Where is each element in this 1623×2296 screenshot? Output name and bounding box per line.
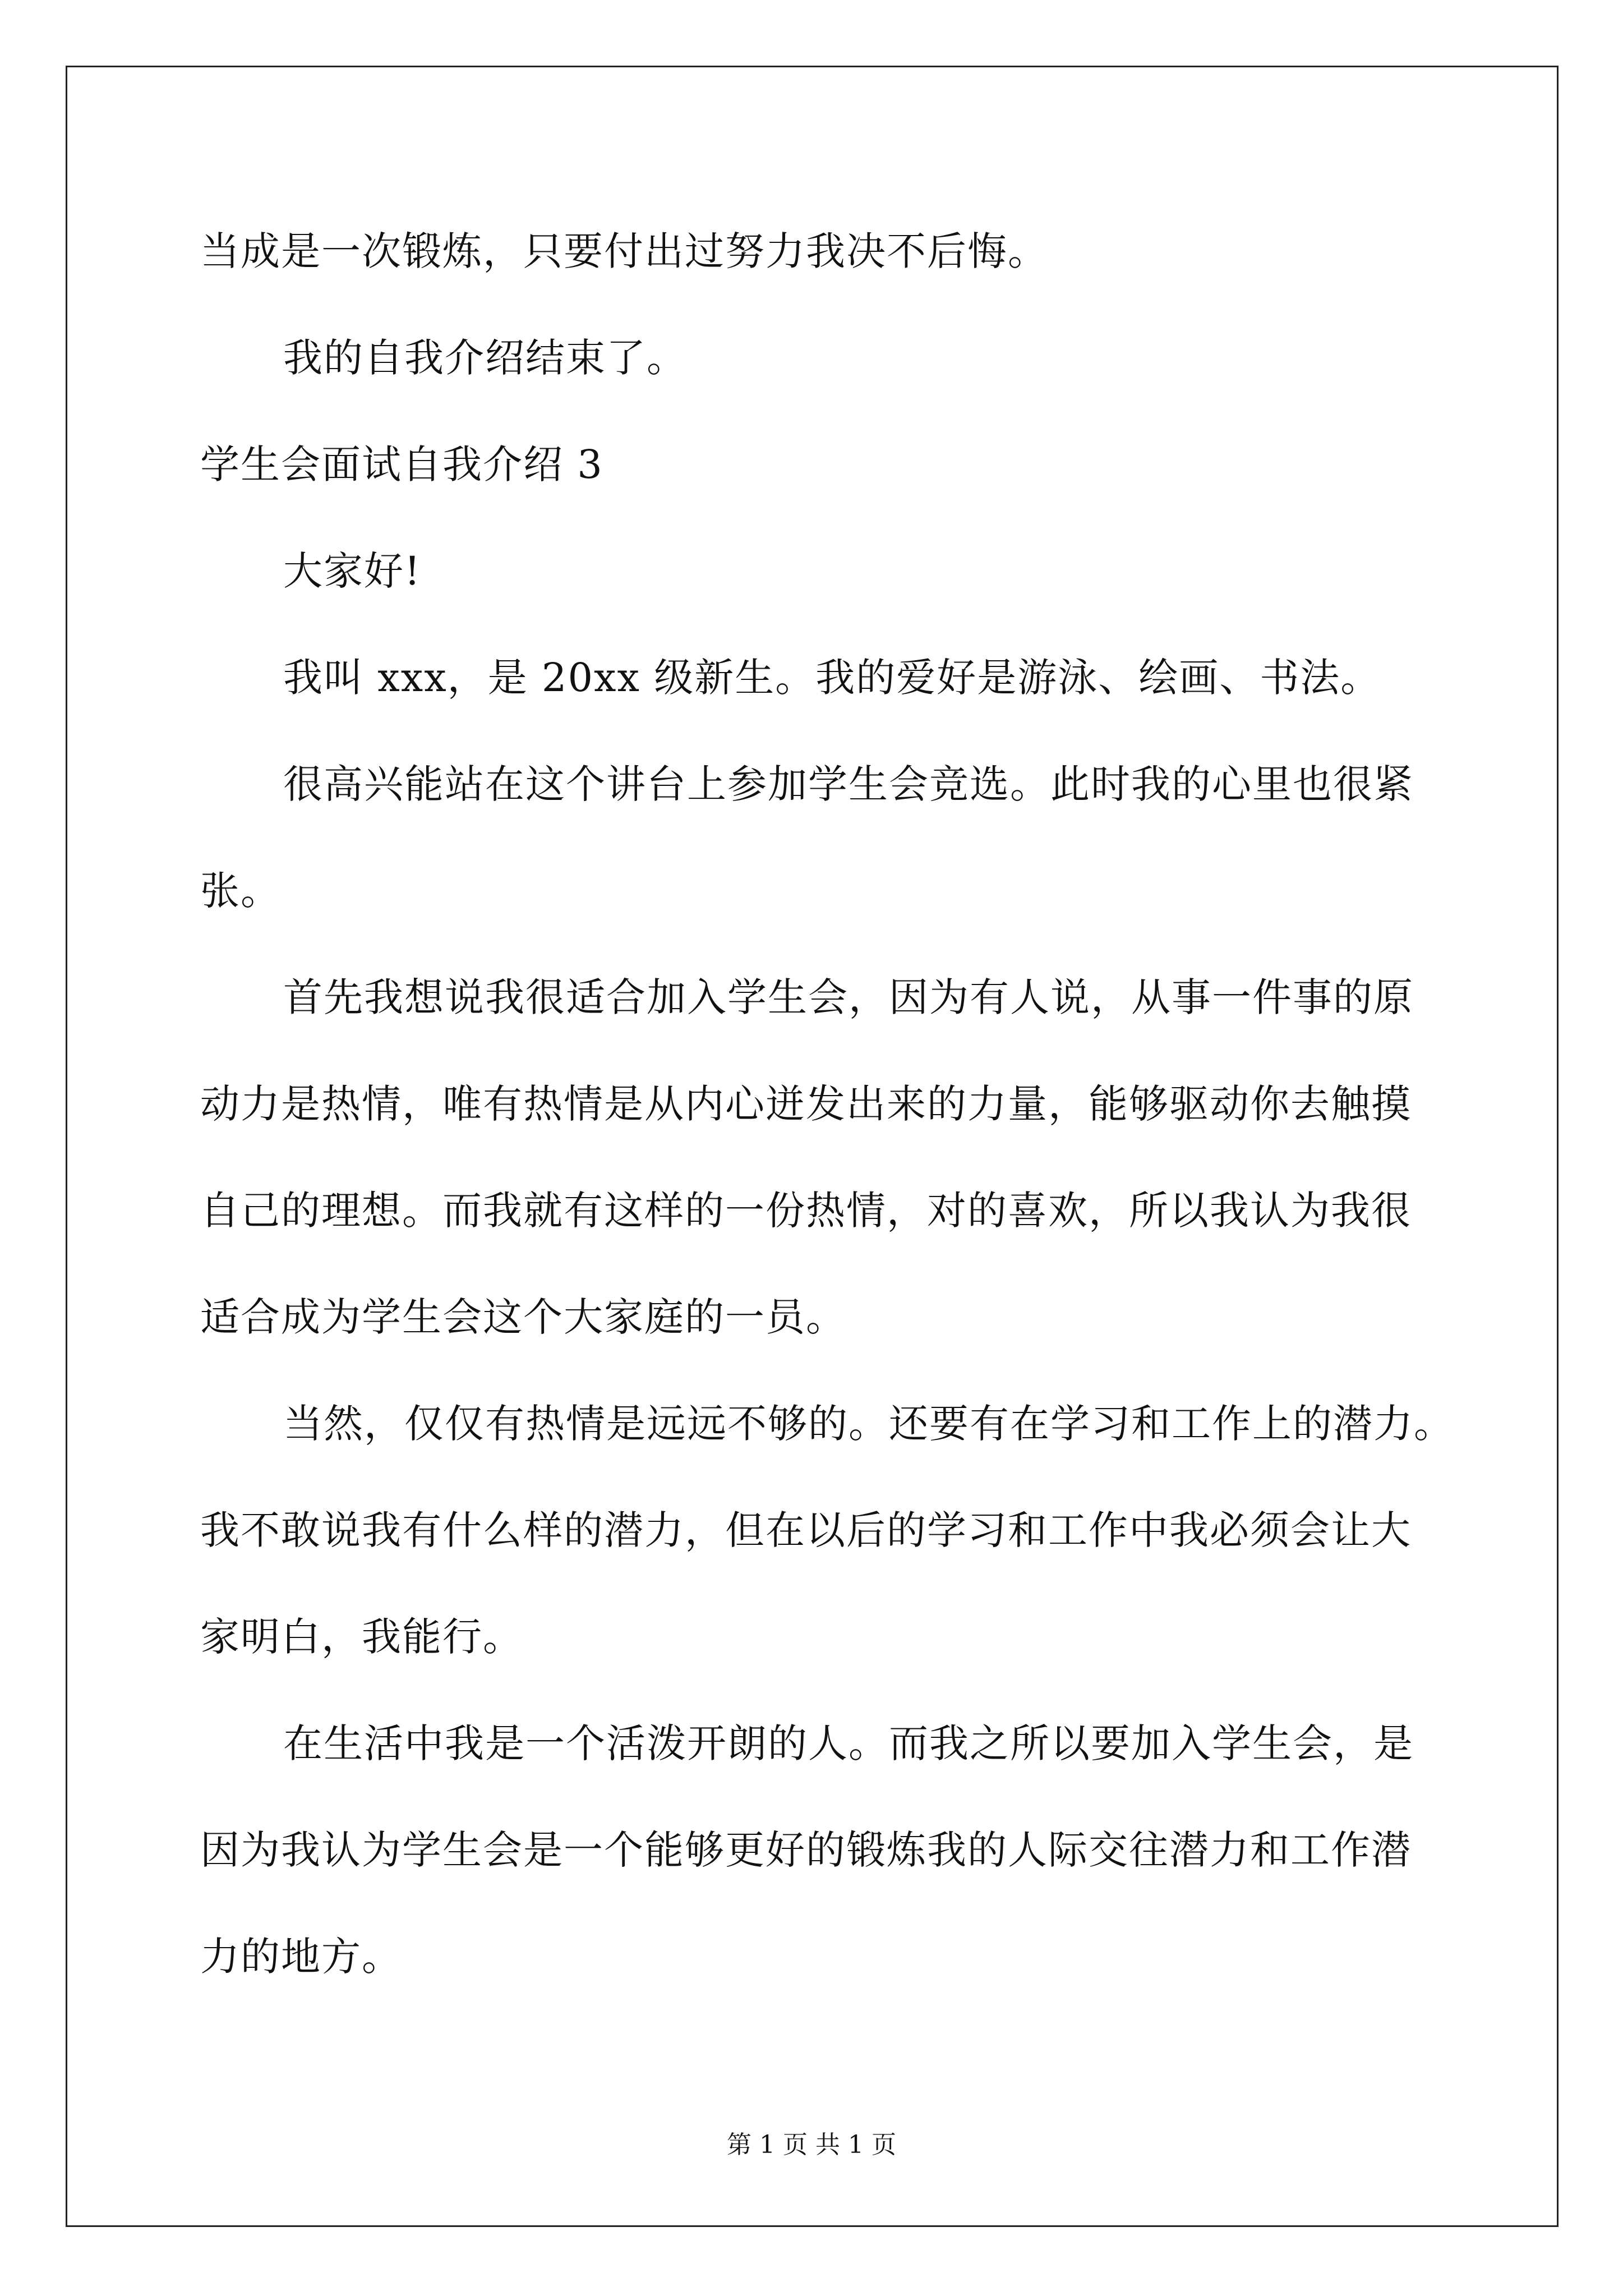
text-line: 当成是一次锻炼，只要付出过努力我决不后悔。: [200, 228, 1048, 274]
text-line: 我的自我介绍结束了。: [283, 335, 687, 381]
text-line: 在生活中我是一个活泼开朗的人。而我之所以要加入学生会，是: [283, 1720, 1414, 1766]
section-heading: 学生会面试自我介绍 3: [200, 441, 603, 487]
text-line: 适合成为学生会这个大家庭的一员。: [200, 1294, 846, 1340]
page-footer: 第 1 页 共 1 页: [727, 2131, 896, 2159]
text-line: 自己的理想。而我就有这样的一份热情，对的喜欢，所以我认为我很: [200, 1188, 1412, 1234]
text-line: 我不敢说我有什么样的潜力，但在以后的学习和工作中我必须会让大: [200, 1507, 1412, 1553]
page-border: [66, 66, 1559, 2227]
text-line: 张。: [200, 868, 281, 914]
text-line: 大家好!: [283, 548, 422, 594]
text-line: 家明白，我能行。: [200, 1614, 523, 1660]
text-line: 力的地方。: [200, 1934, 402, 1980]
text-line: 动力是热情，唯有热情是从内心迸发出来的力量，能够驱动你去触摸: [200, 1081, 1412, 1127]
text-line: 首先我想说我很适合加入学生会，因为有人说，从事一件事的原: [283, 974, 1414, 1020]
text-line: 我叫 xxx，是 20xx 级新生。我的爱好是游泳、绘画、书法。: [283, 655, 1381, 701]
text-line: 很高兴能站在这个讲台上参加学生会竞选。此时我的心里也很紧: [283, 761, 1414, 807]
text-line: 因为我认为学生会是一个能够更好的锻炼我的人际交往潜力和工作潜: [200, 1827, 1412, 1873]
text-line: 当然，仅仅有热情是远远不够的。还要有在学习和工作上的潜力。: [283, 1401, 1454, 1447]
